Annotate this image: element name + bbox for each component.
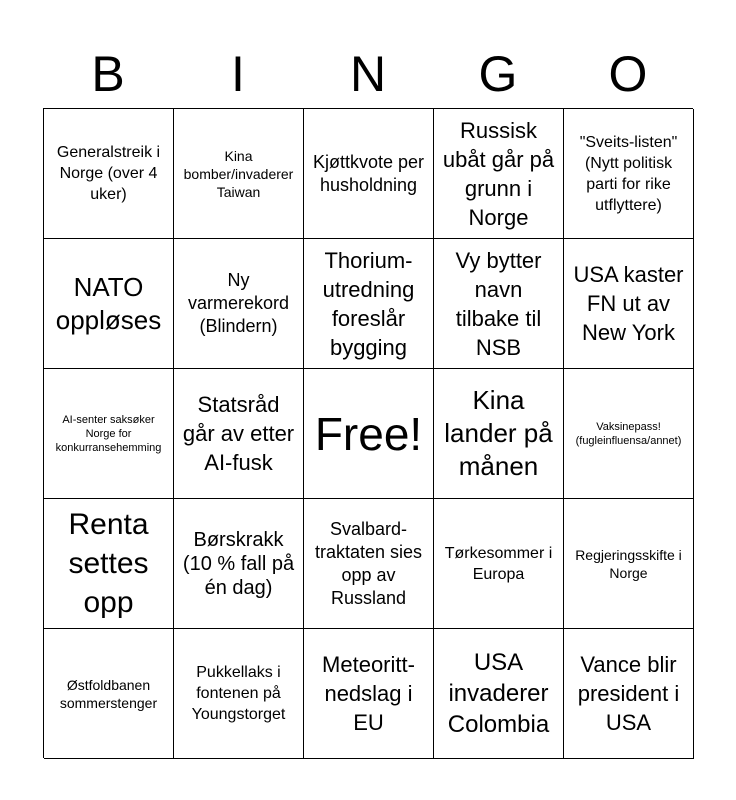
cell-text: Børskrakk (10 % fall på én dag) <box>182 528 295 599</box>
cell-text: "Sveits-listen" (Nytt politisk parti for rike utflyttere) <box>579 133 678 214</box>
cell-text: Statsråd går av etter AI-fusk <box>182 392 295 475</box>
bingo-cell-r1c5[interactable] <box>564 109 694 239</box>
cell-text: Renta settes opp <box>68 508 149 619</box>
cell-text: Kina lander på månen <box>444 385 553 481</box>
cell-text: NATO oppløses <box>55 271 162 335</box>
bingo-cell-r3c1[interactable] <box>44 369 174 499</box>
bingo-cell-r4c4[interactable] <box>434 499 564 629</box>
bingo-cell-r5c5[interactable] <box>564 629 694 759</box>
cell-text: AI-senter saksøker Norge for konkurransehemming <box>55 413 162 454</box>
cell-text: Svalbard-traktaten sies opp av Russland <box>314 518 423 608</box>
bingo-grid <box>43 108 693 758</box>
cell-text: Pukkellaks i fontenen på Youngstorget <box>191 664 286 723</box>
bingo-cell-r5c3[interactable] <box>304 629 434 759</box>
bingo-cell-r2c1[interactable] <box>44 239 174 369</box>
cell-text: Meteoritt-nedslag i EU <box>322 652 415 735</box>
bingo-cell-r5c1[interactable] <box>44 629 174 759</box>
cell-text: Ny varmerekord (Blindern) <box>187 270 290 336</box>
bingo-cell-r4c1[interactable] <box>44 499 174 629</box>
free-space-text: Free! <box>314 407 423 460</box>
bingo-cell-r4c2[interactable] <box>174 499 304 629</box>
cell-text: USA invaderer Colombia <box>447 649 550 738</box>
cell-text: Kjøttkvote per husholdning <box>312 151 425 195</box>
bingo-cell-r3c5[interactable] <box>564 369 694 499</box>
cell-text: USA kaster FN ut av New York <box>573 262 684 345</box>
cell-text: Vaksinepass! (fugleinfluensa/annet) <box>575 420 682 447</box>
bingo-cell-r1c4[interactable] <box>434 109 564 239</box>
bingo-cell-r4c5[interactable] <box>564 499 694 629</box>
bingo-cell-free[interactable] <box>304 369 434 499</box>
cell-text: Regjeringsskifte i Norge <box>575 546 682 581</box>
bingo-cell-r1c3[interactable] <box>304 109 434 239</box>
header-letter-n: N <box>349 46 387 102</box>
bingo-header <box>43 40 693 108</box>
cell-text: Generalstreik i Norge (over 4 uker) <box>56 144 161 203</box>
bingo-cell-r3c2[interactable] <box>174 369 304 499</box>
bingo-cell-r2c5[interactable] <box>564 239 694 369</box>
header-letter-b: B <box>91 46 125 102</box>
cell-text: Thorium-utredning foreslår bygging <box>322 247 415 360</box>
cell-text: Vance blir president i USA <box>577 652 680 735</box>
bingo-cell-r5c4[interactable] <box>434 629 564 759</box>
bingo-cell-r2c3[interactable] <box>304 239 434 369</box>
bingo-cell-r4c3[interactable] <box>304 499 434 629</box>
header-letter-o: O <box>608 46 648 102</box>
cell-text: Østfoldbanen sommerstenger <box>59 676 158 711</box>
header-letter-i: I <box>231 46 245 102</box>
cell-text: Vy bytter navn tilbake til NSB <box>455 247 542 360</box>
cell-text: Russisk ubåt går på grunn i Norge <box>442 117 555 230</box>
bingo-cell-r1c1[interactable] <box>44 109 174 239</box>
bingo-cell-r3c4[interactable] <box>434 369 564 499</box>
bingo-cell-r1c2[interactable] <box>174 109 304 239</box>
cell-text: Kina bomber/invaderer Taiwan <box>183 147 294 200</box>
header-letter-g: G <box>478 46 518 102</box>
bingo-cell-r2c4[interactable] <box>434 239 564 369</box>
cell-text: Tørkesommer i Europa <box>444 544 553 583</box>
bingo-cell-r2c2[interactable] <box>174 239 304 369</box>
bingo-cell-r5c2[interactable] <box>174 629 304 759</box>
